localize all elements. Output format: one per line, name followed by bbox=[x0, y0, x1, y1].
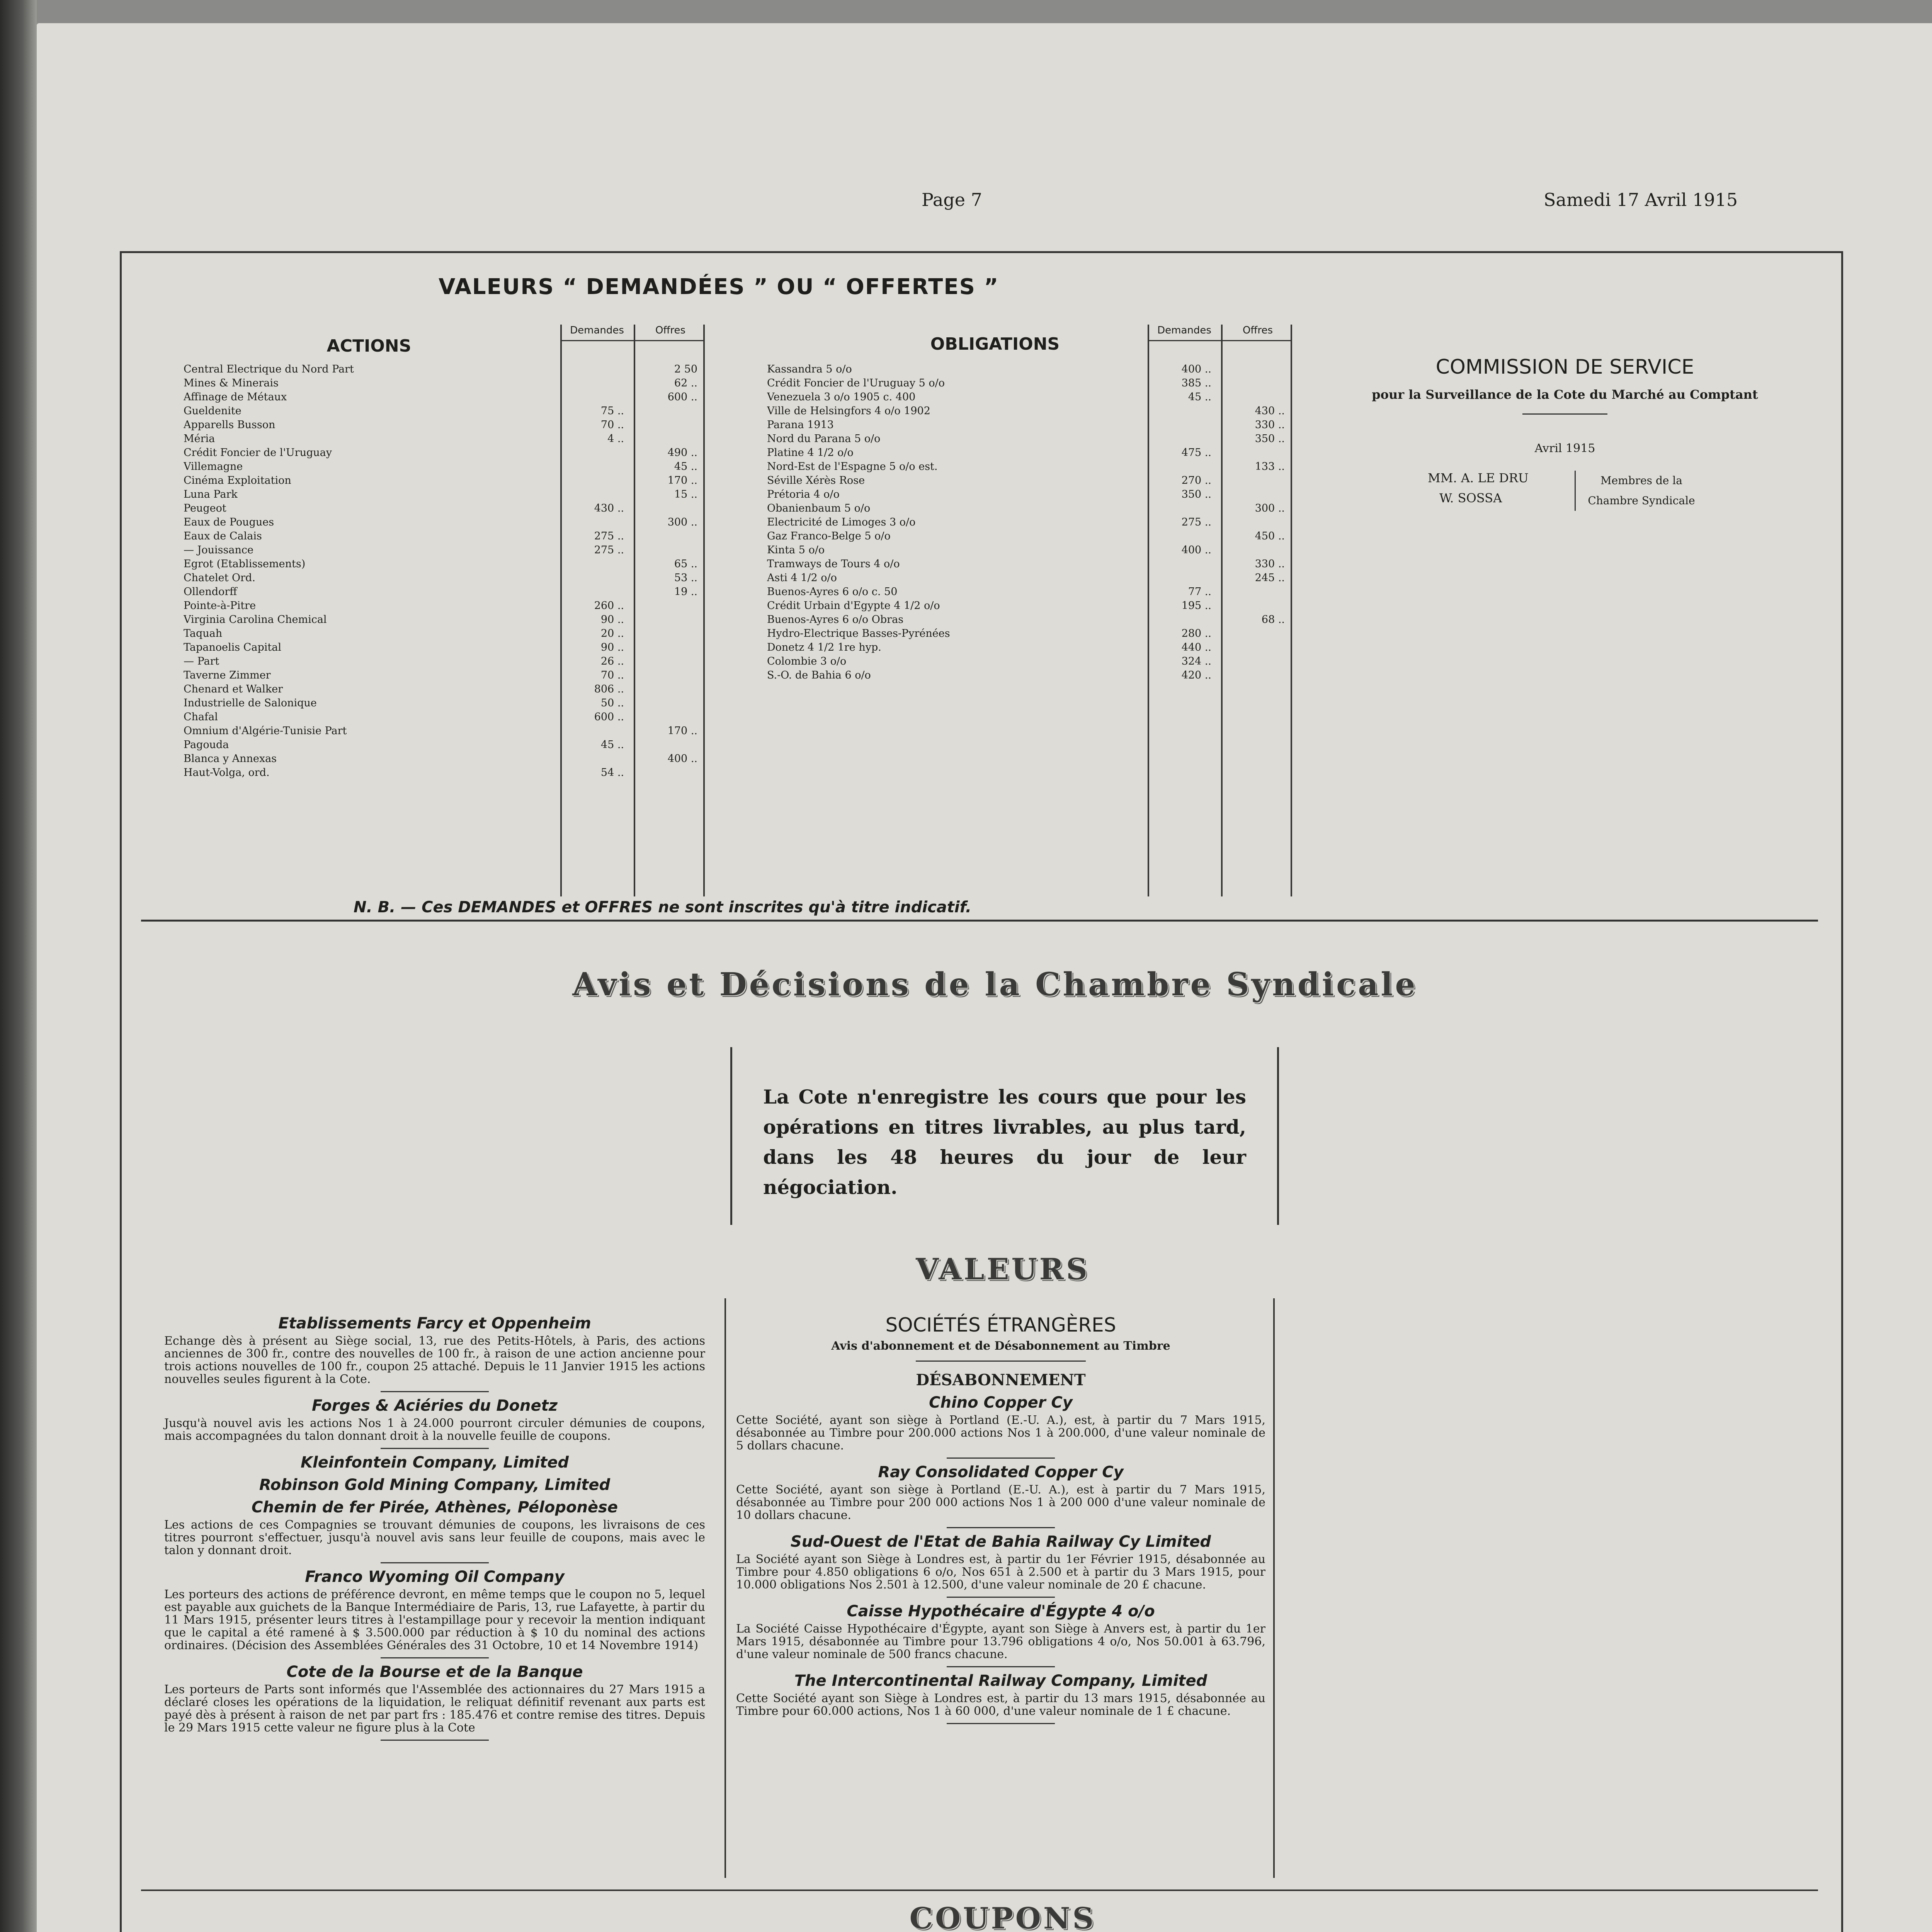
table-row bbox=[184, 516, 705, 529]
page-number: Page 7 bbox=[922, 189, 982, 210]
table-row bbox=[767, 614, 1293, 626]
security-name: Chenard et Walker bbox=[184, 683, 283, 695]
demande-value: 260 .. bbox=[594, 600, 624, 612]
offre-value: 350 .. bbox=[1255, 433, 1285, 445]
issue-date: Samedi 17 Avril 1915 bbox=[1544, 189, 1738, 210]
table-row bbox=[184, 697, 705, 709]
offre-value: 600 .. bbox=[667, 391, 697, 403]
security-name: Blanca y Annexas bbox=[184, 753, 277, 765]
commission-subtitle: pour la Surveillance de la Cote du Marché au Comptant bbox=[1372, 387, 1758, 402]
section-rule bbox=[141, 1889, 1818, 1891]
security-name: Ville de Helsingfors 4 o/o 1902 bbox=[767, 405, 930, 417]
divider bbox=[947, 1723, 1055, 1724]
actions-demandes-head: Demandes bbox=[570, 325, 624, 336]
security-name: Omnium d'Algérie-Tunisie Part bbox=[184, 725, 347, 737]
oblig-demandes-head: Demandes bbox=[1157, 325, 1211, 336]
demande-value: 70 .. bbox=[600, 669, 624, 681]
table-row bbox=[184, 669, 705, 682]
offre-value: 170 .. bbox=[667, 725, 697, 737]
table-row bbox=[184, 488, 705, 501]
table-row bbox=[767, 641, 1293, 654]
demande-value: 280 .. bbox=[1181, 628, 1211, 639]
newspaper-page bbox=[37, 23, 1932, 1932]
table-row bbox=[767, 558, 1293, 570]
table-row bbox=[184, 377, 705, 389]
table-row bbox=[767, 391, 1293, 403]
table-row bbox=[767, 363, 1293, 376]
avis-title-text: Avis et Décisions de la Chambre Syndicale bbox=[572, 966, 1418, 1003]
offre-value: 170 .. bbox=[667, 474, 697, 486]
offre-value: 400 .. bbox=[667, 753, 697, 765]
table-row bbox=[184, 767, 705, 779]
table-row bbox=[767, 628, 1293, 640]
desabonnement-heading: DÉSABONNEMENT bbox=[916, 1371, 1086, 1389]
security-name: Virginia Carolina Chemical bbox=[184, 614, 327, 626]
table-row bbox=[184, 391, 705, 403]
table-row bbox=[184, 711, 705, 723]
coupons-banner bbox=[771, 1901, 1235, 1932]
security-name: Séville Xérès Rose bbox=[767, 474, 865, 486]
security-name: Platine 4 1/2 o/o bbox=[767, 447, 854, 459]
valeurs-banner bbox=[771, 1252, 1235, 1286]
demande-value: 350 .. bbox=[1181, 488, 1211, 500]
table-row bbox=[767, 405, 1293, 417]
table-row bbox=[767, 377, 1293, 389]
divider bbox=[381, 1740, 489, 1741]
security-name: — Part bbox=[184, 655, 219, 667]
offre-value: 430 .. bbox=[1255, 405, 1285, 417]
table-row bbox=[184, 586, 705, 598]
table-row bbox=[767, 586, 1293, 598]
divider bbox=[947, 1527, 1055, 1528]
demande-value: 385 .. bbox=[1181, 377, 1211, 389]
article-body: La Société ayant son Siège à Londres est, à partir du 1er Février 1915, désabonnée au Timbre pour 4.850 obligations 6 o/o, Nos 651 à 2.500 et à partir du 3 Mars 1915, pour 10.000 obligations Nos 2.501 à 12.500, d'une valeur nominale de 20 £ chacune. bbox=[736, 1553, 1265, 1592]
article-title: Sud-Ouest de l'Etat de Bahia Railway Cy Limited bbox=[790, 1533, 1211, 1551]
security-name: Buenos-Ayres 6 o/o c. 50 bbox=[767, 586, 898, 598]
table-row bbox=[767, 516, 1293, 529]
offre-value: 53 .. bbox=[674, 572, 697, 584]
demande-value: 45 .. bbox=[1188, 391, 1211, 403]
table-row bbox=[767, 488, 1293, 501]
demande-value: 600 .. bbox=[594, 711, 624, 723]
table-row bbox=[767, 461, 1293, 473]
security-name: Egrot (Etablissements) bbox=[184, 558, 306, 570]
security-name: Nord-Est de l'Espagne 5 o/o est. bbox=[767, 461, 938, 473]
table-row bbox=[184, 628, 705, 640]
security-name: Tapanoelis Capital bbox=[184, 641, 281, 653]
security-name: Villemagne bbox=[184, 461, 243, 473]
security-name: Chafal bbox=[184, 711, 218, 723]
societes-articles bbox=[736, 1394, 1265, 1724]
security-name: Taverne Zimmer bbox=[184, 669, 271, 681]
article-title: Caisse Hypothécaire d'Égypte 4 o/o bbox=[847, 1602, 1155, 1620]
divider bbox=[381, 1391, 489, 1392]
demande-value: 270 .. bbox=[1181, 474, 1211, 486]
security-name: Cinéma Exploitation bbox=[184, 474, 291, 486]
demande-value: 75 .. bbox=[600, 405, 624, 417]
article-body: Les porteurs de Parts sont informés que l'Assemblée des actionnaires du 27 Mars 1915 a déclaré closes les opérations de la liquidation, le reliquat définitif revenant aux parts est payé dès à présent à raison de net par part frs : 185.476 et contre remise des titres. Depuis le 29 Mars 1915 cette valeur ne figure plus à la Cote bbox=[164, 1683, 705, 1735]
commission-date: Avril 1915 bbox=[1534, 442, 1595, 455]
table-row bbox=[184, 502, 705, 515]
table-row bbox=[184, 419, 705, 431]
offre-value: 65 .. bbox=[674, 558, 697, 570]
article-body: Cette Société, ayant son siège à Portland (E.-U. A.), est à partir du 7 Mars 1915, désabonnée au Timbre pour 200 000 actions Nos 1 à 200 000 d'une valeur nominale de 10 dollars chacune. bbox=[736, 1483, 1265, 1522]
security-name: Luna Park bbox=[184, 488, 238, 500]
actions-offres-head: Offres bbox=[655, 325, 686, 336]
demande-value: 275 .. bbox=[594, 544, 624, 556]
security-name: Pointe-à-Pitre bbox=[184, 600, 256, 612]
divider bbox=[381, 1657, 489, 1658]
security-name: Obanienbaum 5 o/o bbox=[767, 502, 871, 514]
security-name: Apparells Busson bbox=[184, 419, 276, 431]
security-name: Eaux de Calais bbox=[184, 530, 262, 542]
table-row bbox=[184, 641, 705, 654]
article-title: Ray Consolidated Copper Cy bbox=[878, 1463, 1124, 1481]
societes-subtitle: Avis d'abonnement et de Désabonnement au Timbre bbox=[831, 1339, 1170, 1353]
demande-value: 70 .. bbox=[600, 419, 624, 431]
table-row bbox=[767, 600, 1293, 612]
article-body: La Société Caisse Hypothécaire d'Égypte, ayant son Siège à Anvers est, à partir du 1er Mars 1915, désabonnée au Timbre pour 13.796 obligations 4 o/o, Nos 50.001 à 63.796, d'une valeur nominale de 500 francs chacune. bbox=[736, 1622, 1265, 1661]
article-title: Forges & Aciéries du Donetz bbox=[311, 1397, 558, 1415]
oblig-offres-head: Offres bbox=[1242, 325, 1273, 336]
demande-value: 20 .. bbox=[600, 628, 624, 639]
article-title: Cote de la Bourse et de la Banque bbox=[286, 1663, 583, 1681]
coupons-banner-text: COUPONS bbox=[909, 1901, 1096, 1932]
demande-value: 45 .. bbox=[600, 739, 624, 751]
table-row bbox=[767, 419, 1293, 431]
security-name: Donetz 4 1/2 1re hyp. bbox=[767, 641, 881, 653]
security-name: Taquah bbox=[184, 628, 223, 639]
table-row bbox=[184, 474, 705, 487]
notice-text: La Cote n'enregistre les cours que pour les opérations en titres livrables, au plus tard, dans les 48 heures du jour de leur négociation. bbox=[763, 1085, 1246, 1199]
demande-value: 440 .. bbox=[1181, 641, 1211, 653]
article-title: Etablissements Farcy et Oppenheim bbox=[278, 1315, 591, 1332]
table-row bbox=[184, 544, 705, 556]
security-name: Crédit Urbain d'Egypte 4 1/2 o/o bbox=[767, 600, 940, 612]
table-row bbox=[184, 558, 705, 570]
nb-note: N. B. — Ces DEMANDES et OFFRES ne sont inscrites qu'à titre indicatif. bbox=[354, 898, 972, 916]
security-name: Colombie 3 o/o bbox=[767, 655, 847, 667]
header-underline bbox=[560, 340, 703, 341]
security-name: Kinta 5 o/o bbox=[767, 544, 825, 556]
demande-value: 77 .. bbox=[1188, 586, 1211, 598]
offre-value: 133 .. bbox=[1255, 461, 1285, 473]
demande-value: 90 .. bbox=[600, 641, 624, 653]
demande-value: 400 .. bbox=[1181, 544, 1211, 556]
article-title: Chino Copper Cy bbox=[929, 1394, 1073, 1412]
security-name: Hydro-Electrique Basses-Pyrénées bbox=[767, 628, 950, 639]
security-name: Eaux de Pougues bbox=[184, 516, 274, 528]
security-name: — Jouissance bbox=[184, 544, 253, 556]
table-row bbox=[184, 530, 705, 543]
table-row bbox=[767, 544, 1293, 556]
offre-value: 62 .. bbox=[674, 377, 697, 389]
security-name: Méria bbox=[184, 433, 215, 445]
offre-value: 68 .. bbox=[1261, 614, 1285, 626]
table-row bbox=[767, 474, 1293, 487]
book-spine bbox=[0, 0, 37, 1932]
article-title: The Intercontinental Railway Company, Limited bbox=[794, 1672, 1208, 1690]
demande-value: 400 .. bbox=[1181, 363, 1211, 375]
header-underline bbox=[1148, 340, 1291, 341]
offre-value: 330 .. bbox=[1255, 419, 1285, 431]
divider bbox=[916, 1361, 1086, 1362]
divider bbox=[947, 1666, 1055, 1667]
divider bbox=[1522, 413, 1607, 415]
security-name: Chatelet Ord. bbox=[184, 572, 255, 584]
article-title: Franco Wyoming Oil Company bbox=[305, 1568, 565, 1586]
offre-value: 45 .. bbox=[674, 461, 697, 473]
article-body: Echange dès à présent au Siège social, 13, rue des Petits-Hôtels, à Paris, des actions anciennes de 300 fr., contre des nouvelles de 100 fr., à raison de une action ancienne pour trois actions nouvelles de 100 fr., coupon 25 attaché. Depuis le 11 Janvier 1915 les actions nouvelles seules figurent à la Cote. bbox=[164, 1334, 705, 1386]
table-row bbox=[184, 683, 705, 696]
article-body: Les porteurs des actions de préférence devront, en même temps que le coupon no 5, lequel est payable aux guichets de la Banque Intermédiaire de Paris, 13, rue Lafayette, à partir du 11 Mars 1915, présenter leurs titres à l'estampillage pour y recevoir la mention indiquant que le capital a été ramené à $ 3.500.000 par réduction à $ 10 du nominal des actions ordinaires. (Décision des Assemblées Générales des 31 Octobre, 10 et 14 Novembre 1914) bbox=[164, 1588, 705, 1652]
article-body: Cette Société ayant son Siège à Londres est, à partir du 13 mars 1915, désabonnée au Timbre pour 60.000 actions, Nos 1 à 60 000, d'une valeur nominale de 1 £ chacune. bbox=[736, 1692, 1265, 1718]
table-row bbox=[767, 433, 1293, 445]
demande-value: 4 .. bbox=[607, 433, 624, 445]
demande-value: 54 .. bbox=[600, 767, 624, 779]
security-name: Pagouda bbox=[184, 739, 229, 751]
actions-heading: ACTIONS bbox=[327, 336, 412, 356]
offre-value: 19 .. bbox=[674, 586, 697, 598]
security-name: Central Electrique du Nord Part bbox=[184, 363, 354, 375]
article-title: Chemin de fer Pirée, Athènes, Péloponèse bbox=[251, 1498, 618, 1516]
table-row bbox=[184, 655, 705, 668]
societes-title: SOCIÉTÉS ÉTRANGÈRES bbox=[885, 1314, 1116, 1336]
offre-value: 2 50 bbox=[674, 363, 697, 375]
table-row bbox=[767, 447, 1293, 459]
article-body: Les actions de ces Compagnies se trouvant démunies de coupons, les livraisons de ces titres pourront s'effectuer, jusqu'à nouvel avis sans leur feuille de coupons, mais avec le talon y donnant droit. bbox=[164, 1518, 705, 1557]
demande-value: 90 .. bbox=[600, 614, 624, 626]
divider bbox=[947, 1458, 1055, 1459]
demande-value: 430 .. bbox=[594, 502, 624, 514]
security-name: Electricité de Limoges 3 o/o bbox=[767, 516, 916, 528]
demande-value: 475 .. bbox=[1181, 447, 1211, 459]
article-title: Kleinfontein Company, Limited bbox=[301, 1454, 569, 1471]
valeurs-section-title: VALEURS “ DEMANDÉES ” OU “ OFFERTES ” bbox=[439, 274, 999, 299]
security-name: Nord du Parana 5 o/o bbox=[767, 433, 881, 445]
table-row bbox=[767, 669, 1293, 682]
obligations-heading: OBLIGATIONS bbox=[930, 334, 1060, 354]
table-row bbox=[184, 572, 705, 584]
offre-value: 330 .. bbox=[1255, 558, 1285, 570]
security-name: Peugeot bbox=[184, 502, 226, 514]
security-name: Gaz Franco-Belge 5 o/o bbox=[767, 530, 891, 542]
security-name: Buenos-Ayres 6 o/o Obras bbox=[767, 614, 904, 626]
article-title: Robinson Gold Mining Company, Limited bbox=[259, 1476, 611, 1494]
security-name: Kassandra 5 o/o bbox=[767, 363, 852, 375]
security-name: Crédit Foncier de l'Uruguay 5 o/o bbox=[767, 377, 945, 389]
demande-value: 806 .. bbox=[594, 683, 624, 695]
offre-value: 450 .. bbox=[1255, 530, 1285, 542]
offre-value: 300 .. bbox=[1255, 502, 1285, 514]
table-row bbox=[184, 753, 705, 765]
security-name: Affinage de Métaux bbox=[184, 391, 287, 403]
security-name: Crédit Foncier de l'Uruguay bbox=[184, 447, 332, 459]
article-body: Cette Société, ayant son siège à Portland (E.-U. A.), est, à partir du 7 Mars 1915, désabonnée au Timbre pour 200.000 actions Nos 1 à 200.000, d'une valeur nominale de 5 dollars chacune. bbox=[736, 1413, 1265, 1452]
security-name: Parana 1913 bbox=[767, 419, 834, 431]
security-name: Industrielle de Salonique bbox=[184, 697, 317, 709]
divider bbox=[947, 1597, 1055, 1598]
commission-box bbox=[1296, 355, 1833, 517]
security-name: Venezuela 3 o/o 1905 c. 400 bbox=[767, 391, 916, 403]
offre-value: 245 .. bbox=[1255, 572, 1285, 584]
demande-value: 195 .. bbox=[1181, 600, 1211, 612]
security-name: Gueldenite bbox=[184, 405, 242, 417]
security-name: Asti 4 1/2 o/o bbox=[767, 572, 837, 584]
security-name: Prétoria 4 o/o bbox=[767, 488, 840, 500]
demande-value: 275 .. bbox=[1181, 516, 1211, 528]
table-row bbox=[767, 655, 1293, 668]
offre-value: 300 .. bbox=[667, 516, 697, 528]
demande-value: 324 .. bbox=[1181, 655, 1211, 667]
demande-value: 275 .. bbox=[594, 530, 624, 542]
table-row bbox=[767, 530, 1293, 543]
table-row bbox=[184, 614, 705, 626]
commission-title: COMMISSION DE SERVICE bbox=[1435, 355, 1694, 379]
table-row bbox=[767, 502, 1293, 515]
column-rule bbox=[1273, 1298, 1275, 1878]
notice-box bbox=[730, 1047, 1279, 1225]
column-rule bbox=[724, 1298, 726, 1878]
member-name: W. SOSSA bbox=[1439, 491, 1502, 505]
avis-title bbox=[435, 966, 1555, 1003]
divider bbox=[381, 1448, 489, 1449]
member-name: MM. A. LE DRU bbox=[1428, 471, 1529, 485]
table-row bbox=[184, 363, 705, 376]
table-row bbox=[184, 725, 705, 737]
societes-column bbox=[736, 1314, 1265, 1724]
offre-value: 15 .. bbox=[674, 488, 697, 500]
table-row bbox=[184, 739, 705, 751]
security-name: Ollendorff bbox=[184, 586, 237, 598]
table-row bbox=[767, 572, 1293, 584]
security-name: Haut-Volga, ord. bbox=[184, 767, 270, 779]
section-rule bbox=[141, 920, 1818, 922]
security-name: Mines & Minerais bbox=[184, 377, 279, 389]
security-name: Tramways de Tours 4 o/o bbox=[767, 558, 900, 570]
table-row bbox=[184, 447, 705, 459]
demande-value: 420 .. bbox=[1181, 669, 1211, 681]
table-row bbox=[184, 600, 705, 612]
demande-value: 26 .. bbox=[600, 655, 624, 667]
offre-value: 490 .. bbox=[667, 447, 697, 459]
table-row bbox=[184, 405, 705, 417]
demande-value: 50 .. bbox=[600, 697, 624, 709]
left-articles bbox=[164, 1310, 705, 1741]
valeurs-banner-text: VALEURS bbox=[916, 1252, 1090, 1286]
article-body: Jusqu'à nouvel avis les actions Nos 1 à 24.000 pourront circuler démunies de coupons, mais accompagnées du talon donnant droit à la nouvelle feuille de coupons. bbox=[164, 1417, 705, 1443]
security-name: S.-O. de Bahia 6 o/o bbox=[767, 669, 871, 681]
table-row bbox=[184, 433, 705, 445]
table-row bbox=[184, 461, 705, 473]
divider bbox=[381, 1562, 489, 1563]
commission-role: Membres de la Chambre Syndicale bbox=[1575, 471, 1707, 511]
